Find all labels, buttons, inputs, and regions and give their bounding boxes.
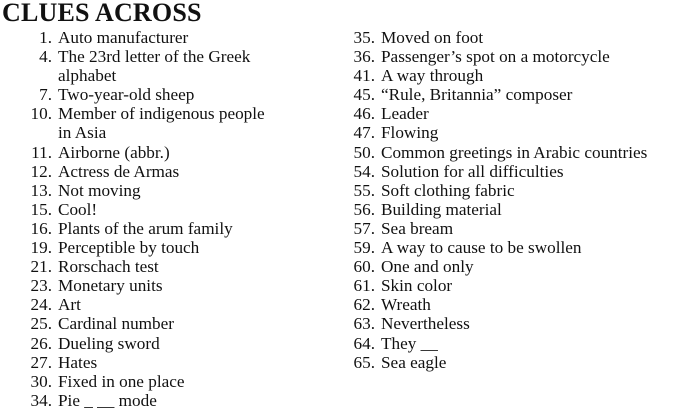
clue-item <box>346 334 674 353</box>
clue-item <box>24 372 336 391</box>
clue-number: 15. <box>30 199 52 219</box>
clue-item <box>346 219 674 238</box>
clue-text: Solution for all difficulties <box>381 161 564 181</box>
clue-number: 56. <box>353 199 375 219</box>
clue-text: “Rule, Britannia” composer <box>381 85 573 105</box>
clue-number: 26. <box>30 333 52 353</box>
clue-item <box>24 257 336 276</box>
clues-across-heading: CLUES ACROSS <box>2 0 202 27</box>
clue-item <box>24 162 336 181</box>
clue-number: 16. <box>30 218 52 238</box>
clue-item <box>346 85 674 104</box>
clue-text: Two-year-old sheep <box>58 85 195 105</box>
clue-item <box>24 143 336 162</box>
clue-item <box>24 219 336 238</box>
clue-number: 55. <box>353 180 375 200</box>
clue-item <box>24 181 336 200</box>
clue-text: Soft clothing fabric <box>381 180 515 200</box>
clue-text: Wreath <box>381 295 431 315</box>
clue-item <box>346 104 674 123</box>
clue-item <box>346 143 650 162</box>
clue-item <box>24 276 336 295</box>
clue-number: 10. <box>30 104 52 124</box>
clue-number: 11. <box>31 142 52 162</box>
clue-text: The 23rd letter of the Greek alphabet <box>58 47 251 86</box>
clue-item <box>24 47 256 85</box>
clue-item <box>346 200 674 219</box>
clue-text: Airborne (abbr.) <box>58 142 170 162</box>
clue-text: Dueling sword <box>58 333 160 353</box>
clue-text: Moved on foot <box>381 28 484 47</box>
clue-item <box>346 47 674 66</box>
clue-number: 21. <box>30 257 52 277</box>
clue-text: Not moving <box>58 180 141 200</box>
clue-text: Member of indigenous people in Asia <box>58 104 265 143</box>
right-clue-list <box>346 28 674 372</box>
clue-item <box>346 353 674 372</box>
clue-item <box>346 314 674 333</box>
clue-text: Cool! <box>58 199 98 219</box>
clue-text: Perceptible by touch <box>58 238 200 258</box>
clue-item <box>346 123 674 142</box>
clue-number: 60. <box>353 257 375 277</box>
clue-number: 24. <box>30 295 52 315</box>
clue-text: A way through <box>381 66 484 86</box>
clue-text: Common greetings in Arabic countries <box>381 142 648 162</box>
clue-item <box>24 353 336 372</box>
clue-number: 4. <box>39 47 52 67</box>
clue-item <box>346 257 674 276</box>
clue-number: 19. <box>30 238 52 258</box>
clue-number: 7. <box>39 85 52 105</box>
clue-number: 34. <box>30 390 52 410</box>
clue-text: Building material <box>381 199 502 219</box>
clue-text: Hates <box>58 352 98 372</box>
clue-text: Fixed in one place <box>58 371 185 391</box>
clue-number: 61. <box>353 276 375 296</box>
clue-number: 36. <box>353 47 375 67</box>
clue-item <box>24 85 336 104</box>
clue-item <box>346 276 674 295</box>
clue-number: 35. <box>353 28 375 47</box>
clue-text: Nevertheless <box>381 314 470 334</box>
clue-number: 23. <box>30 276 52 296</box>
clue-number: 65. <box>353 352 375 372</box>
clue-item <box>346 181 674 200</box>
clue-text: Actress de Armas <box>58 161 180 181</box>
clue-number: 54. <box>353 161 375 181</box>
clue-text: Auto manufacturer <box>58 28 189 47</box>
clue-number: 27. <box>30 352 52 372</box>
clue-item <box>346 162 674 181</box>
clue-text: One and only <box>381 257 474 277</box>
clue-item <box>24 104 276 142</box>
clue-item <box>24 391 336 410</box>
clue-text: Monetary units <box>58 276 163 296</box>
clue-number: 57. <box>353 218 375 238</box>
clue-item <box>346 295 674 314</box>
clue-number: 30. <box>30 371 52 391</box>
clue-number: 64. <box>353 333 375 353</box>
clue-text: Passenger’s spot on a motorcycle <box>381 47 610 67</box>
clue-item <box>346 66 674 85</box>
clue-text: Sea eagle <box>381 352 447 372</box>
clue-text: Sea bream <box>381 218 454 238</box>
clue-item <box>24 295 336 314</box>
left-clue-list <box>24 28 336 410</box>
clue-number: 12. <box>30 161 52 181</box>
clue-text: Rorschach test <box>58 257 159 277</box>
clue-number: 41. <box>353 66 375 86</box>
clue-number: 59. <box>353 238 375 258</box>
clue-text: Art <box>58 295 81 315</box>
clue-number: 47. <box>353 123 375 143</box>
clue-text: Pie _ __ mode <box>58 390 157 410</box>
clue-number: 1. <box>39 28 52 47</box>
clue-text: A way to cause to be swollen <box>381 238 582 258</box>
clue-item <box>24 314 336 333</box>
clue-item <box>346 238 674 257</box>
clue-item <box>24 238 336 257</box>
clue-text: Plants of the arum family <box>58 218 233 238</box>
clue-number: 13. <box>30 180 52 200</box>
clue-number: 50. <box>353 142 375 162</box>
clue-text: Skin color <box>381 276 453 296</box>
clue-number: 25. <box>30 314 52 334</box>
clue-number: 46. <box>353 104 375 124</box>
clue-number: 62. <box>353 295 375 315</box>
clue-text: Cardinal number <box>58 314 174 334</box>
clue-item <box>24 200 336 219</box>
clue-item <box>24 28 336 47</box>
clue-item <box>24 334 336 353</box>
clue-text: Leader <box>381 104 429 124</box>
clue-text: Flowing <box>381 123 439 143</box>
clue-item <box>346 28 674 47</box>
clue-number: 45. <box>353 85 375 105</box>
clue-text: They __ <box>381 333 438 353</box>
clue-number: 63. <box>353 314 375 334</box>
